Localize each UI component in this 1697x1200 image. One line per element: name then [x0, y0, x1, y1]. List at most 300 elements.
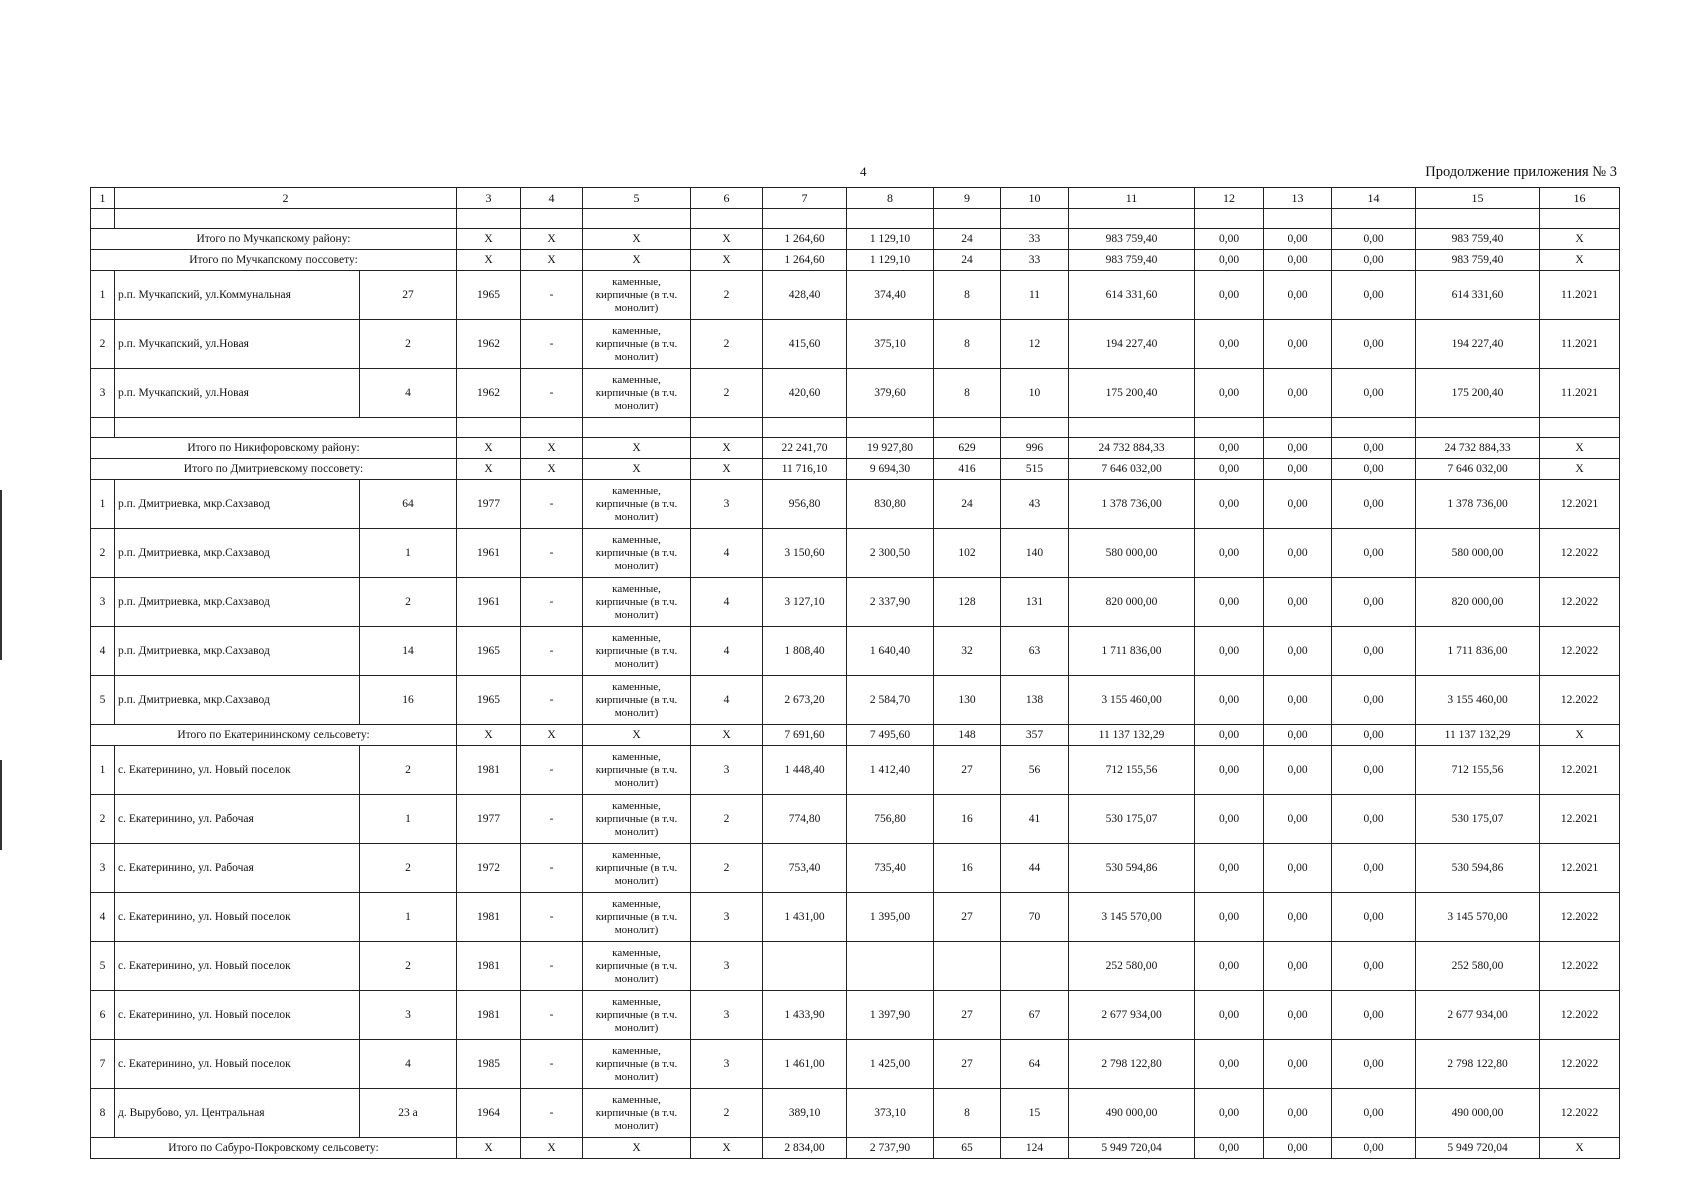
value-cell: 614 331,60 — [1069, 271, 1195, 320]
subtotal-cell: X — [457, 1138, 521, 1159]
row-number: 1 — [91, 480, 115, 529]
value-cell: 2 677 934,00 — [1069, 991, 1195, 1040]
value-cell: 0,00 — [1195, 942, 1264, 991]
table-row — [91, 795, 1620, 844]
value-cell: 2 677 934,00 — [1416, 991, 1540, 1040]
year-cell: 1981 — [457, 746, 521, 795]
subtotal-row — [91, 250, 1620, 271]
value-cell: 0,00 — [1264, 578, 1332, 627]
subtotal-label: Итого по Никифоровскому району: — [91, 438, 457, 459]
value-cell: 0,00 — [1264, 627, 1332, 676]
subtotal-cell: 7 691,60 — [763, 725, 847, 746]
wall-material-cell: каменные, кирпичные (в т.ч. монолит) — [583, 1089, 691, 1138]
col-number: 10 — [1001, 188, 1069, 209]
scan-margin-mark — [0, 490, 2, 660]
address-cell: р.п. Мучкапский, ул.Новая — [115, 369, 360, 418]
value-cell: 753,40 — [763, 844, 847, 893]
value-cell: 956,80 — [763, 480, 847, 529]
subtotal-cell: X — [691, 438, 763, 459]
value-cell: 1 378 736,00 — [1416, 480, 1540, 529]
empty-cell — [91, 418, 115, 438]
value-cell: 3 — [691, 942, 763, 991]
subtotal-cell: 0,00 — [1332, 725, 1416, 746]
empty-cell — [1264, 209, 1332, 229]
value-cell: 0,00 — [1264, 320, 1332, 369]
row-number: 6 — [91, 991, 115, 1040]
value-cell: 1 448,40 — [763, 746, 847, 795]
row-number: 4 — [91, 627, 115, 676]
value-cell: 44 — [1001, 844, 1069, 893]
subtotal-cell: 1 264,60 — [763, 250, 847, 271]
value-cell: 0,00 — [1264, 746, 1332, 795]
value-cell: 530 594,86 — [1069, 844, 1195, 893]
row-number: 7 — [91, 1040, 115, 1089]
value-cell: 175 200,40 — [1069, 369, 1195, 418]
subtotal-cell: 1 264,60 — [763, 229, 847, 250]
value-cell: 1 461,00 — [763, 1040, 847, 1089]
value-cell — [1001, 942, 1069, 991]
col-number: 5 — [583, 188, 691, 209]
address-cell: р.п. Дмитриевка, мкр.Сахзавод — [115, 676, 360, 725]
value-cell: 0,00 — [1332, 676, 1416, 725]
empty-cell — [691, 418, 763, 438]
subtotal-cell: X — [1540, 459, 1620, 480]
value-cell: 820 000,00 — [1416, 578, 1540, 627]
value-cell: 3 155 460,00 — [1416, 676, 1540, 725]
value-cell: 1 640,40 — [847, 627, 934, 676]
cell: - — [521, 893, 583, 942]
value-cell: 16 — [934, 795, 1001, 844]
value-cell: 0,00 — [1264, 942, 1332, 991]
value-cell: 56 — [1001, 746, 1069, 795]
empty-cell — [1416, 209, 1540, 229]
value-cell: 2 — [691, 795, 763, 844]
col-number: 9 — [934, 188, 1001, 209]
house-number-cell: 4 — [360, 1040, 457, 1089]
value-cell: 252 580,00 — [1069, 942, 1195, 991]
subtotal-cell: 2 737,90 — [847, 1138, 934, 1159]
value-cell: 0,00 — [1332, 578, 1416, 627]
subtotal-cell: 0,00 — [1195, 1138, 1264, 1159]
house-number-cell: 23 а — [360, 1089, 457, 1138]
value-cell: 0,00 — [1195, 320, 1264, 369]
subtotal-cell: X — [583, 250, 691, 271]
subtotal-cell: X — [1540, 250, 1620, 271]
value-cell: 27 — [934, 1040, 1001, 1089]
col-number: 13 — [1264, 188, 1332, 209]
subtotal-cell: 19 927,80 — [847, 438, 934, 459]
value-cell: 1 431,00 — [763, 893, 847, 942]
subtotal-cell: X — [583, 438, 691, 459]
cell: - — [521, 1040, 583, 1089]
value-cell: 490 000,00 — [1069, 1089, 1195, 1138]
value-cell: 428,40 — [763, 271, 847, 320]
col-number: 15 — [1416, 188, 1540, 209]
value-cell: 712 155,56 — [1069, 746, 1195, 795]
address-cell: с. Екатеринино, ул. Новый поселок — [115, 942, 360, 991]
value-cell: 12.2022 — [1540, 529, 1620, 578]
value-cell: 415,60 — [763, 320, 847, 369]
value-cell — [847, 942, 934, 991]
value-cell: 0,00 — [1264, 795, 1332, 844]
subtotal-cell: X — [691, 229, 763, 250]
col-number: 6 — [691, 188, 763, 209]
subtotal-cell: 0,00 — [1264, 725, 1332, 746]
value-cell: 0,00 — [1195, 480, 1264, 529]
value-cell: 1 425,00 — [847, 1040, 934, 1089]
value-cell: 0,00 — [1332, 1089, 1416, 1138]
value-cell: 175 200,40 — [1416, 369, 1540, 418]
subtotal-cell: 0,00 — [1332, 1138, 1416, 1159]
value-cell: 3 145 570,00 — [1069, 893, 1195, 942]
table-row — [91, 1040, 1620, 1089]
value-cell: 1 808,40 — [763, 627, 847, 676]
wall-material-cell: каменные, кирпичные (в т.ч. монолит) — [583, 271, 691, 320]
subtotal-cell: X — [1540, 725, 1620, 746]
wall-material-cell: каменные, кирпичные (в т.ч. монолит) — [583, 480, 691, 529]
empty-cell — [1416, 418, 1540, 438]
subtotal-cell: 0,00 — [1195, 229, 1264, 250]
value-cell: 2 300,50 — [847, 529, 934, 578]
value-cell: 0,00 — [1332, 627, 1416, 676]
subtotal-cell: 33 — [1001, 250, 1069, 271]
house-number-cell: 2 — [360, 942, 457, 991]
house-number-cell: 1 — [360, 893, 457, 942]
value-cell: 0,00 — [1332, 942, 1416, 991]
empty-cell — [115, 209, 457, 229]
year-cell: 1985 — [457, 1040, 521, 1089]
table-row — [91, 320, 1620, 369]
value-cell: 1 412,40 — [847, 746, 934, 795]
year-cell: 1965 — [457, 271, 521, 320]
value-cell: 70 — [1001, 893, 1069, 942]
value-cell: 0,00 — [1195, 1089, 1264, 1138]
value-cell: 830,80 — [847, 480, 934, 529]
subtotal-cell: 0,00 — [1195, 725, 1264, 746]
empty-cell — [115, 418, 457, 438]
value-cell: 10 — [1001, 369, 1069, 418]
value-cell: 12.2021 — [1540, 844, 1620, 893]
subtotal-cell: 2 834,00 — [763, 1138, 847, 1159]
col-number: 7 — [763, 188, 847, 209]
wall-material-cell: каменные, кирпичные (в т.ч. монолит) — [583, 795, 691, 844]
house-number-cell: 64 — [360, 480, 457, 529]
year-cell: 1977 — [457, 795, 521, 844]
value-cell: 3 155 460,00 — [1069, 676, 1195, 725]
subtotal-cell: X — [691, 459, 763, 480]
year-cell: 1961 — [457, 578, 521, 627]
subtotal-cell: X — [457, 459, 521, 480]
cell: - — [521, 942, 583, 991]
value-cell: 102 — [934, 529, 1001, 578]
subtotal-label: Итого по Дмитриевскому поссовету: — [91, 459, 457, 480]
cell: - — [521, 480, 583, 529]
value-cell: 12.2022 — [1540, 991, 1620, 1040]
cell: - — [521, 529, 583, 578]
row-number: 3 — [91, 578, 115, 627]
row-number: 8 — [91, 1089, 115, 1138]
subtotal-cell: 24 732 884,33 — [1069, 438, 1195, 459]
value-cell: 8 — [934, 271, 1001, 320]
value-cell: 4 — [691, 578, 763, 627]
value-cell — [934, 942, 1001, 991]
table-row — [91, 529, 1620, 578]
year-cell: 1965 — [457, 627, 521, 676]
value-cell: 64 — [1001, 1040, 1069, 1089]
wall-material-cell: каменные, кирпичные (в т.ч. монолит) — [583, 746, 691, 795]
empty-cell — [1540, 209, 1620, 229]
wall-material-cell: каменные, кирпичные (в т.ч. монолит) — [583, 578, 691, 627]
value-cell: 0,00 — [1264, 1089, 1332, 1138]
house-number-cell: 4 — [360, 369, 457, 418]
value-cell: 3 — [691, 1040, 763, 1089]
value-cell: 389,10 — [763, 1089, 847, 1138]
value-cell: 0,00 — [1332, 844, 1416, 893]
value-cell: 0,00 — [1195, 746, 1264, 795]
subtotal-cell: 0,00 — [1264, 438, 1332, 459]
year-cell: 1972 — [457, 844, 521, 893]
value-cell: 2 798 122,80 — [1069, 1040, 1195, 1089]
wall-material-cell: каменные, кирпичные (в т.ч. монолит) — [583, 844, 691, 893]
value-cell: 12.2022 — [1540, 942, 1620, 991]
value-cell: 0,00 — [1195, 627, 1264, 676]
address-cell: р.п. Дмитриевка, мкр.Сахзавод — [115, 529, 360, 578]
address-cell: д. Вырубово, ул. Центральная — [115, 1089, 360, 1138]
subtotal-cell: X — [521, 725, 583, 746]
subtotal-cell: 148 — [934, 725, 1001, 746]
value-cell: 530 175,07 — [1069, 795, 1195, 844]
value-cell: 0,00 — [1264, 844, 1332, 893]
year-cell: 1962 — [457, 320, 521, 369]
empty-cell — [847, 209, 934, 229]
cell: - — [521, 676, 583, 725]
house-number-cell: 1 — [360, 795, 457, 844]
value-cell: 32 — [934, 627, 1001, 676]
row-number: 4 — [91, 893, 115, 942]
empty-cell — [1069, 209, 1195, 229]
empty-cell — [457, 418, 521, 438]
value-cell: 373,10 — [847, 1089, 934, 1138]
value-cell: 15 — [1001, 1089, 1069, 1138]
subtotal-cell: X — [457, 438, 521, 459]
value-cell: 1 397,90 — [847, 991, 934, 1040]
value-cell: 27 — [934, 746, 1001, 795]
value-cell: 12.2022 — [1540, 627, 1620, 676]
column-number-row — [91, 188, 1620, 209]
value-cell: 2 584,70 — [847, 676, 934, 725]
subtotal-cell: X — [691, 725, 763, 746]
subtotal-cell: 7 646 032,00 — [1416, 459, 1540, 480]
subtotal-cell: 11 137 132,29 — [1069, 725, 1195, 746]
col-number: 1 — [91, 188, 115, 209]
value-cell: 0,00 — [1195, 369, 1264, 418]
subtotal-cell: X — [691, 1138, 763, 1159]
value-cell: 0,00 — [1332, 369, 1416, 418]
empty-cell — [583, 209, 691, 229]
subtotal-label: Итого по Екатерининскому сельсовету: — [91, 725, 457, 746]
empty-cell — [1332, 209, 1416, 229]
col-number: 16 — [1540, 188, 1620, 209]
row-number: 2 — [91, 795, 115, 844]
value-cell: 3 127,10 — [763, 578, 847, 627]
subtotal-cell: 0,00 — [1332, 250, 1416, 271]
col-number: 11 — [1069, 188, 1195, 209]
value-cell: 252 580,00 — [1416, 942, 1540, 991]
empty-cell — [91, 209, 115, 229]
empty-cell — [1069, 418, 1195, 438]
wall-material-cell: каменные, кирпичные (в т.ч. монолит) — [583, 893, 691, 942]
wall-material-cell: каменные, кирпичные (в т.ч. монолит) — [583, 991, 691, 1040]
subtotal-cell: X — [1540, 1138, 1620, 1159]
subtotal-cell: 7 495,60 — [847, 725, 934, 746]
value-cell: 130 — [934, 676, 1001, 725]
house-number-cell: 3 — [360, 991, 457, 1040]
empty-cell — [1001, 418, 1069, 438]
value-cell: 735,40 — [847, 844, 934, 893]
value-cell: 8 — [934, 369, 1001, 418]
table-row — [91, 942, 1620, 991]
value-cell: 490 000,00 — [1416, 1089, 1540, 1138]
subtotal-cell: 22 241,70 — [763, 438, 847, 459]
subtotal-cell: X — [457, 725, 521, 746]
value-cell: 12.2022 — [1540, 893, 1620, 942]
subtotal-cell: 7 646 032,00 — [1069, 459, 1195, 480]
cell: - — [521, 1089, 583, 1138]
value-cell: 379,60 — [847, 369, 934, 418]
value-cell: 12.2021 — [1540, 795, 1620, 844]
value-cell: 63 — [1001, 627, 1069, 676]
wall-material-cell: каменные, кирпичные (в т.ч. монолит) — [583, 942, 691, 991]
subtotal-cell: 996 — [1001, 438, 1069, 459]
value-cell: 2 — [691, 271, 763, 320]
row-number: 2 — [91, 529, 115, 578]
subtotal-cell: 65 — [934, 1138, 1001, 1159]
empty-cell — [934, 418, 1001, 438]
subtotal-row — [91, 725, 1620, 746]
subtotal-cell: 24 — [934, 229, 1001, 250]
subtotal-cell: X — [583, 459, 691, 480]
value-cell: 0,00 — [1332, 529, 1416, 578]
value-cell: 374,40 — [847, 271, 934, 320]
value-cell: 194 227,40 — [1069, 320, 1195, 369]
subtotal-row — [91, 229, 1620, 250]
value-cell: 756,80 — [847, 795, 934, 844]
cell: - — [521, 844, 583, 893]
value-cell: 194 227,40 — [1416, 320, 1540, 369]
value-cell: 2 — [691, 320, 763, 369]
table-row — [91, 627, 1620, 676]
value-cell: 12.2022 — [1540, 578, 1620, 627]
blank-row — [91, 209, 1620, 229]
subtotal-label: Итого по Мучкапскому району: — [91, 229, 457, 250]
subtotal-cell: X — [583, 725, 691, 746]
address-cell: с. Екатеринино, ул. Новый поселок — [115, 991, 360, 1040]
value-cell: 12.2021 — [1540, 746, 1620, 795]
subtotal-cell: 0,00 — [1332, 438, 1416, 459]
row-number: 2 — [91, 320, 115, 369]
value-cell: 3 — [691, 480, 763, 529]
housing-register-table — [90, 187, 1620, 1159]
subtotal-cell: 0,00 — [1195, 438, 1264, 459]
subtotal-cell: X — [521, 229, 583, 250]
cell: - — [521, 271, 583, 320]
empty-cell — [1195, 418, 1264, 438]
address-cell: с. Екатеринино, ул. Новый поселок — [115, 1040, 360, 1089]
house-number-cell: 14 — [360, 627, 457, 676]
value-cell: 11 — [1001, 271, 1069, 320]
empty-cell — [457, 209, 521, 229]
value-cell: 12.2022 — [1540, 1040, 1620, 1089]
subtotal-label: Итого по Сабуро-Покровскому сельсовету: — [91, 1138, 457, 1159]
empty-cell — [521, 209, 583, 229]
subtotal-cell: X — [457, 229, 521, 250]
subtotal-cell: 11 716,10 — [763, 459, 847, 480]
year-cell: 1977 — [457, 480, 521, 529]
value-cell: 0,00 — [1195, 991, 1264, 1040]
subtotal-cell: 0,00 — [1264, 459, 1332, 480]
address-cell: р.п. Дмитриевка, мкр.Сахзавод — [115, 578, 360, 627]
wall-material-cell: каменные, кирпичные (в т.ч. монолит) — [583, 1040, 691, 1089]
value-cell: 1 378 736,00 — [1069, 480, 1195, 529]
subtotal-cell: 124 — [1001, 1138, 1069, 1159]
address-cell: р.п. Мучкапский, ул.Новая — [115, 320, 360, 369]
row-number: 1 — [91, 271, 115, 320]
address-cell: с. Екатеринино, ул. Новый поселок — [115, 893, 360, 942]
subtotal-cell: 0,00 — [1264, 229, 1332, 250]
value-cell: 140 — [1001, 529, 1069, 578]
empty-cell — [934, 209, 1001, 229]
subtotal-row — [91, 1138, 1620, 1159]
subtotal-cell: X — [521, 438, 583, 459]
value-cell: 4 — [691, 676, 763, 725]
value-cell: 0,00 — [1195, 844, 1264, 893]
value-cell: 4 — [691, 627, 763, 676]
table-row — [91, 893, 1620, 942]
empty-cell — [847, 418, 934, 438]
table-row — [91, 578, 1620, 627]
subtotal-cell: 0,00 — [1264, 1138, 1332, 1159]
subtotal-cell: 357 — [1001, 725, 1069, 746]
value-cell: 16 — [934, 844, 1001, 893]
value-cell: 1 711 836,00 — [1416, 627, 1540, 676]
subtotal-cell: 983 759,40 — [1416, 229, 1540, 250]
value-cell: 0,00 — [1332, 480, 1416, 529]
value-cell: 11.2021 — [1540, 271, 1620, 320]
wall-material-cell: каменные, кирпичные (в т.ч. монолит) — [583, 369, 691, 418]
value-cell: 0,00 — [1264, 1040, 1332, 1089]
value-cell: 12.2022 — [1540, 676, 1620, 725]
address-cell: р.п. Дмитриевка, мкр.Сахзавод — [115, 480, 360, 529]
value-cell: 420,60 — [763, 369, 847, 418]
address-cell: р.п. Дмитриевка, мкр.Сахзавод — [115, 627, 360, 676]
value-cell: 128 — [934, 578, 1001, 627]
value-cell: 8 — [934, 1089, 1001, 1138]
subtotal-row — [91, 438, 1620, 459]
subtotal-cell: 0,00 — [1332, 459, 1416, 480]
value-cell: 2 337,90 — [847, 578, 934, 627]
col-number: 8 — [847, 188, 934, 209]
year-cell: 1962 — [457, 369, 521, 418]
value-cell: 41 — [1001, 795, 1069, 844]
value-cell: 712 155,56 — [1416, 746, 1540, 795]
value-cell: 24 — [934, 480, 1001, 529]
value-cell: 0,00 — [1332, 1040, 1416, 1089]
appendix-title: Продолжение приложения № 3 — [1425, 164, 1617, 180]
value-cell: 3 — [691, 893, 763, 942]
subtotal-cell: 629 — [934, 438, 1001, 459]
value-cell: 2 — [691, 369, 763, 418]
year-cell: 1981 — [457, 942, 521, 991]
